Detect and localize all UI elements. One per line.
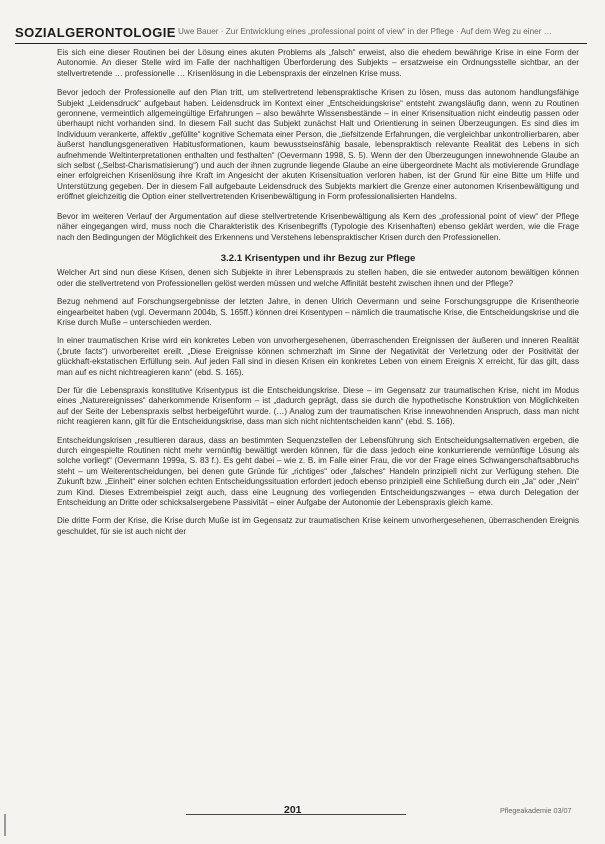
- paragraph: Bezug nehmend auf Forschungsergebnisse der letzten Jahre, in denen Ulrich Oevermann und seine Forschungsgruppe die Krisentheorie eingearbeitet haben (vgl. Oevermann 2004b, S. 165ff.) können drei Krisentypen – nämlich die traumatische Krise, die Entscheidungskrise und die Krise durch Muße – unterschieden werden.: [57, 297, 579, 327]
- paragraph: Der für die Lebenspraxis konstitutive Krisentypus ist die Entscheidungskrise. Diese – im Gegensatz zur traumatischen Krise, nicht im Modus eines „Naturereignisses“ daherkommende Krisenform – ist „dadurch geprägt, dass sie durch die hypothetische Konstruktion von Möglichkeiten auf der Seite der Lebenspraxis selbst herbeigeführt wurde. (…) Analog zum der traumatischen Krise innewohnenden Anspruch, dass man nicht nicht reagieren kann, gilt für die Entscheidungskrise, dass man sich nicht nichtentscheiden kann“ (ebd. S. 166).: [57, 385, 579, 427]
- running-title: Uwe Bauer · Zur Entwicklung eines „professional point of view“ in der Pflege · Auf dem Weg zu einer …: [178, 27, 552, 36]
- section-heading: 3.2.1 Krisentypen und ihr Bezug zur Pflege: [220, 252, 416, 264]
- article-body: [57, 48, 579, 545]
- margin-mark: [4, 814, 6, 836]
- paragraph: In einer traumatischen Krise wird ein konkretes Leben von unvorhergesehenen, überraschenden Ereignissen der äußeren und inneren Realität („brute facts“) unvorbereitet ereilt. „Diese Ereignisse können schmerzhaft im Sinne der Negativität der Verletzung oder der Positivität der glückhaft-ekstatischen Erfüllung sein. Auf jeden Fall sind in diesen Krisen ein konkretes Leben von einem Ereignis X erreicht, für das gilt, dass man auf es nicht nichtreagieren kann“ (ebd. S. 165).: [57, 336, 579, 377]
- paragraph: Welcher Art sind nun diese Krisen, denen sich Subjekte in ihrer Lebenspraxis zu stellen haben, die sie entweder autonom bewältigen können oder die stellvertretend von Professionellen gelöst werden müssen und welche Affinität besteht zwischen ihnen und der Pflege?: [57, 268, 579, 288]
- paragraph: Entscheidungskrisen „resultieren daraus, dass an bestimmten Sequenzstellen der Lebensführung sich Entscheidungsalternativen ergeben, die durch eingespielte Routinen nicht mehr vernünftig bewältigt werden können, für die dass jedoch eine konkurrierende vernünftige Lösung als solche vorliegt“ (Oevermann 1999a, S. 83 f.). Es geht dabei – wie z. B. im Falle einer Frau, die vor der Frage eines Schwangerschaftsabbruchs steht – um Weiterentscheidungen, bei denen gute Gründe für „richtiges“ oder „falsches“ Handeln prinzipiell nicht zur Verfügung stehen. Die Zukunft bzw. „Einheit“ einer solchen echten Entscheidungssituation erfordert jedoch ebenso prinzipiell eine Schließung durch ein „Ja“ oder „Nein“ zum Kind. Dieses Extrembeispiel zeigt auch, dass eine Leugnung des vorliegenden Entscheidungszwanges – etwa durch Delegation der Entscheidung an Dritte oder schicksalsergebene Passivität – einer Aufgabe der Autonomie der Lebenspraxis gleich kame.: [57, 435, 579, 508]
- paragraph: Bevor jedoch der Professionelle auf den Plan tritt, um stellvertretend lebenspraktische Krisen zu lösen, muss das autonom handlungsfähige Subjekt „Leidensdruck“ aufgebaut haben. Leidensdruck im Kontext einer „Entscheidungskrise“ entsteht zwangsläufig dann, wenn zu Routinen geronnene, vermeintlich allgemeingültige Erfahrungen – also bewährte Wissensbestände – in einer Krisensituation nicht eindeutig passen oder überhaupt nicht vorhanden sind. In diesem Fall sucht das Subjekt zunächst Halt und Orientierung in seinen Überzeugungen. Es sind dies im Individuum verankerte, affektiv „gefüllte“ kognitive Schemata einer Person, die „tiefsitzende Erfahrungen, die vergleichbar unkontrollierbaren, aber äußerst handlungsgenerativen Habitusformationen, kaum bewusstseinsfähig basale, lebenspraktisch relevante Realität des Lebens in sich aufnehmende Weltinterpretationen enthalten und festhalten“ (Oevermann 1998, S. 5). Wenn der den Überzeugungen innewohnende Glaube an sich selbst („Selbst-Charismatisierung“) und auch der ihnen zugrunde liegende Glaube an eine übergeordnete Macht als motivierende Grundlage einer erfolgreichen Krisenlösung ihre Kraft im Angesicht der akuten Krisensituation verloren haben, ist der Grund für eine Bitte um Hilfe und Unterstützung gegeben. Der in diesem Fall aufgebaute Leidensdruck des Subjekts markiert die Grenze einer autonomen Krisenbewältigung und eröffnet gleichzeitig die Option einer stellvertretenden Krisenbewältigung in Form professionalisierten Handelns.: [57, 88, 579, 202]
- journal-brand: SOZIALGERONTOLOGIE: [15, 25, 176, 40]
- paragraph: Bevor im weiteren Verlauf der Argumentation auf diese stellvertretende Krisenbewältigung als Kern des „professional point of view“ der Pflege näher eingegangen wird, muss noch die Charakteristik des Krisenbegriffs (Typologie des Krisenhaften) ebenso geklärt werden, wie die Frage nach den Bedingungen der Möglichkeit des Erkennens und Verstehens lebenspraktischer Krisen durch den Professionellen.: [57, 211, 579, 242]
- page-number: 201: [284, 804, 302, 816]
- issue-label: Pflegeakademie 03/07: [500, 806, 572, 815]
- page-header: [15, 25, 587, 44]
- paragraph: Eis sich eine dieser Routinen bei der Lösung eines akuten Problems als „falsch“ erweist, also die ehedem bewährige Krise in eine Form der Autonomie. An dieser Stelle wird im Falle der nachhaltigen Überforderung des Subjekts – ersatzweise ein Ordnungsstelle sichtbar, an der stellvertretende … professionelle … Krisenlösung in die Lebenspraxis der einzelnen Krise muss.: [57, 48, 579, 78]
- paragraph: Die dritte Form der Krise, die Krise durch Muße ist im Gegensatz zur traumatischen Krise keinem unvorhergesehenen, überraschenden Ereignis geschuldet, für sie ist auch nicht der: [57, 516, 579, 536]
